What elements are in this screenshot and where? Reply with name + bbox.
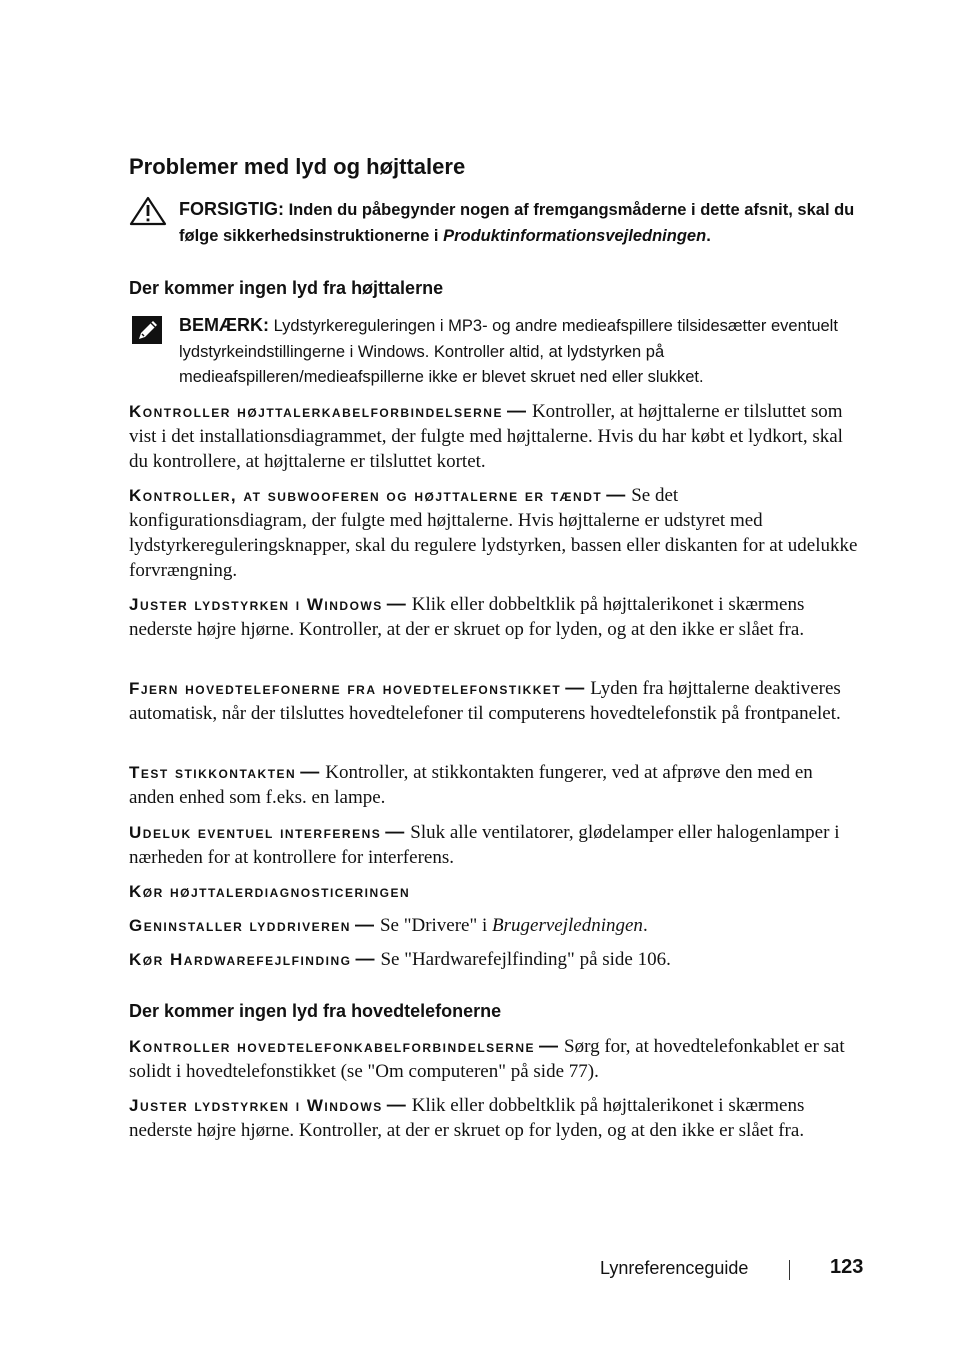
caution-end: . [706,227,711,245]
item-dash: — [386,594,406,615]
item-text: Se "Drivere" i [379,915,493,936]
item-text: Kontroller, at stikkontakten fungerer, ved at afprøve den med en anden enhed som f.eks. en lampe. [129,762,813,808]
footer-guide-title: Lynreferenceguide [600,1258,749,1278]
troubleshoot-item [129,1034,864,1084]
item-dash: — [606,485,626,506]
item-heading: Juster lydstyrken i Windows [129,595,383,614]
item-heading: Test stikkontakten [129,763,297,782]
item-heading: Udeluk eventuel interferens [129,823,382,842]
item-heading: Fjern hovedtelefonerne fra hovedtelefonstikket [129,679,562,698]
caution-label: FORSIGTIG: [179,199,284,219]
troubleshoot-item [129,879,859,904]
item-heading: Kontroller hovedtelefonkabelforbindelserne [129,1037,536,1056]
item-heading: Kør Hardwarefejlfinding [129,950,352,969]
item-heading: Kontroller, at subwooferen og højttalerne er tændt [129,486,603,505]
item-text: Kontroller, at højttalerne er tilsluttet som vist i det installationsdiagrammet, der fulgte med højttalerne. Hvis du har købt et lydkort, skal du kontrollere, at højttalerne er tilsluttet kortet. [129,401,843,472]
troubleshoot-item [129,760,859,810]
note-body: Lydstyrkereguleringen i MP3- og andre medieafspillere tilsidesætter eventuelt lydstyrkeindstillingerne i Windows. Kontroller altid, at lydstyrken på medieafspilleren/medieafspillerne ikke er blevet skruet ned eller slukket. [179,317,838,386]
troubleshoot-item [129,913,859,938]
item-text: Klik eller dobbeltklik på højttalerikonet i skærmens nederste højre hjørne. Kontroller, at der er skruet op for lyden, og at den ikke er slået fra. [129,1095,805,1141]
footer-separator [789,1260,790,1280]
warning-triangle-icon [129,196,167,226]
section-heading-speakers: Der kommer ingen lyd fra højttalerne [129,278,444,298]
item-dash: — [300,762,320,783]
item-heading: Geninstaller lyddriveren [129,916,351,935]
item-dash: — [354,915,374,936]
note-pencil-icon [131,315,163,345]
item-reference: Brugervejledningen [492,915,643,936]
item-text: Klik eller dobbeltklik på højttalerikonet i skærmens nederste højre hjørne. Kontroller, at der er skruet op for lyden, og at den ikke er slået fra. [129,594,805,640]
troubleshoot-item [129,399,859,474]
item-heading: Kør højttalerdiagnosticeringen [129,882,411,901]
caution-text [179,196,859,249]
item-heading: Juster lydstyrken i Windows [129,1096,383,1115]
page-number: 123 [830,1256,864,1278]
caution-body: Inden du påbegynder nogen af fremgangsmåderne i dette afsnit, skal du følge sikkerhedsinstruktionerne i [179,201,855,245]
item-dash: — [386,1095,406,1116]
troubleshoot-item [129,947,859,972]
item-text: Sørg for, at hovedtelefonkablet er sat solidt i hovedtelefonstikket (se "Om computeren" på side 77). [129,1036,845,1082]
item-dash: — [385,822,405,843]
item-dash: — [539,1036,559,1057]
caution-reference: Produktinformationsvejledningen [443,227,707,245]
item-heading: Kontroller højttalerkabelforbindelserne [129,402,503,421]
page-title: Problemer med lyd og højttalere [129,154,466,179]
troubleshoot-item [129,820,859,870]
item-dash: — [565,678,585,699]
page-footer [0,1256,954,1286]
item-text: Lyden fra højttalerne deaktiveres automatisk, når der tilsluttes hovedtelefoner til computerens hovedtelefonstik på frontpanelet. [129,678,841,724]
item-text: Sluk alle ventilatorer, glødelamper eller halogenlamper i nærheden for at kontrollere for interferens. [129,822,840,868]
troubleshoot-item [129,592,859,642]
item-dash: — [355,949,375,970]
item-end: . [642,915,648,936]
item-dash: — [506,401,526,422]
note-label: BEMÆRK: [179,315,269,335]
item-text: Se "Hardwarefejlfinding" på side 106. [380,949,671,970]
troubleshoot-item [129,676,859,726]
troubleshoot-item [129,483,859,583]
item-text: Se det konfigurationsdiagram, der fulgte med højttalerne. Hvis højttalerne er udstyret med lydstyrkereguleringsknapper, skal du regulere lydstyrken, bassen eller diskanten for at udelukke forvrængning. [129,485,858,581]
section-heading-headphones: Der kommer ingen lyd fra hovedtelefonerne [129,1001,502,1021]
troubleshoot-item [129,1093,859,1143]
note-text [179,313,851,391]
